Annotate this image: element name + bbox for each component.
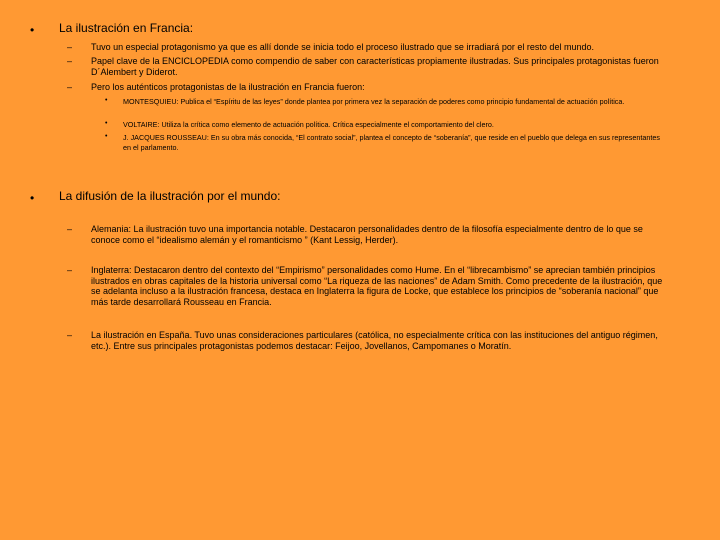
bullet-round-small: • [105,120,108,127]
section-1-subitem-voltaire: VOLTAIRE: Utiliza la crítica como elemento de actuación política. Crítica especialmente el comportamiento del clero. [123,120,494,129]
bullet-dash: – [67,82,73,92]
section-1-subitem-rousseau: J. JACQUES ROUSSEAU: En su obra más conocida, “El contrato social”, plantea el concepto de “soberanía”, que reside en el pueblo que delega en sus representantes en el parlamento. [123,133,660,152]
section-1-item-3: Pero los auténticos protagonistas de la ilustración en Francia fueron: [91,82,365,92]
section-1-subitem-montesquieu: MONTESQUIEU: Publica el “Espíritu de las leyes” donde plantea por primera vez la separación de poderes como principio fundamental de actuación política. [123,97,625,106]
bullet-dash: – [67,330,73,340]
bullet-round-small: • [105,97,108,104]
section-1-title: La ilustración en Francia: [59,21,194,35]
bullet-dash: – [67,265,73,275]
bullet-dash: – [67,56,73,66]
section-2-item-inglaterra: Inglaterra: Destacaron dentro del contexto del “Empirismo” personalidades como Hume. En el “librecambismo” se aprecian también principios ilustrados en obras capitales de la historia universal como “La riqueza de las naciones” de Adam Smith. Como precedente de la ilustración, que se adelanta incluso a la ilustración francesa, destaca en Inglaterra la figura de Locke, que establece los principios de “soberanía nacional” que más tarde desarrollará Rousseau en Francia. [91,265,663,307]
bullet-round: • [30,23,35,37]
section-2-item-espana: La ilustración en España. Tuvo unas consideraciones particulares (católica, no especialmente crítica con las instituciones del antiguo régimen, etc.). Entre sus principales protagonistas podemos destacar: Feijoo, Jovellanos, Campomanes o Moratín. [91,330,658,351]
bullet-dash: – [67,224,73,234]
section-2-item-alemania: Alemania: La ilustración tuvo una importancia notable. Destacaron personalidades dentro de la filosofía especialmente dentro de lo que se conoce como el “idealismo alemán y el romanticismo ” (Kant Lessig, Herder). [91,224,643,245]
section-1-item-2: Papel clave de la ENCICLOPEDIA como compendio de saber con características propiamente ilustradas. Sus principales protagonistas fueron D´Alembert y Diderot. [91,56,659,77]
bullet-dash: – [67,42,73,52]
bullet-round-small: • [105,133,108,140]
section-1-item-1: Tuvo un especial protagonismo ya que es allí donde se inicia todo el proceso ilustrado que se irradiará por el resto del mundo. [91,42,594,52]
bullet-round: • [30,191,35,205]
section-2-title: La difusión de la ilustración por el mundo: [59,189,281,203]
